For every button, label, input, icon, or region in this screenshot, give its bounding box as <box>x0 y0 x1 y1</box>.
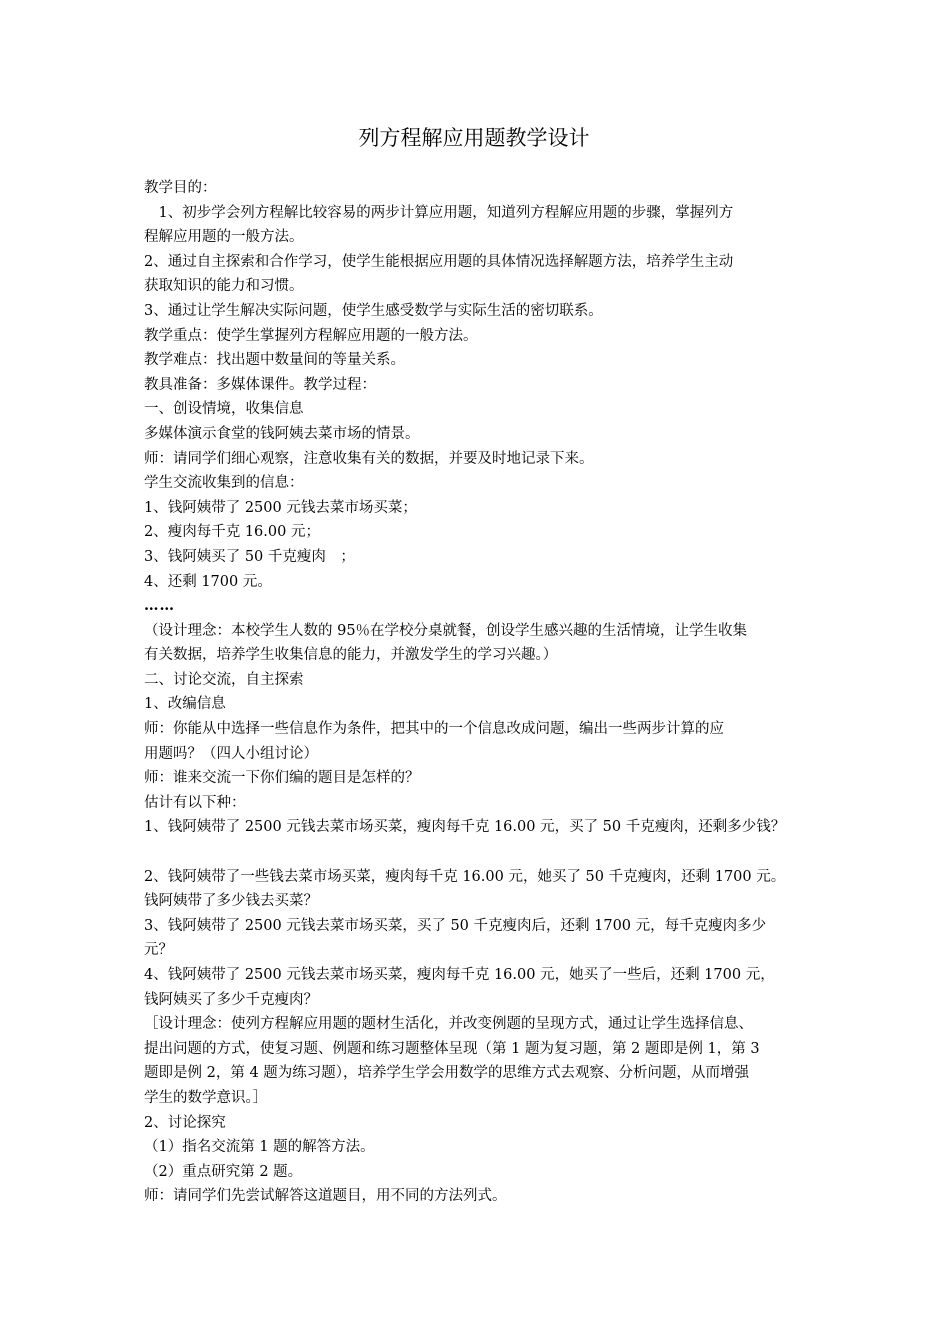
blank-line <box>144 840 820 865</box>
text-line: 2、钱阿姨带了一些钱去菜市场买菜，瘦肉每千克 16.00 元，她买了 50 千克瘦肉，还剩 1700 元。 <box>144 868 786 885</box>
text-line: 用题吗？（四人小组讨论） <box>144 745 318 762</box>
text-line: 题即是例 2，第 4 题为练习题），培养学生学会用数学的思维方式去观察、分析问题，从而增强 <box>144 1065 750 1082</box>
ellipsis-line: …… <box>144 597 175 615</box>
text-line: 2、瘦肉每千克 16.00 元； <box>144 524 320 541</box>
text-line: 多媒体演示食堂的钱阿姨去菜市场的情景。 <box>144 425 420 442</box>
text-line: 程解应用题的一般方法。 <box>144 229 304 246</box>
text-line: 1、钱阿姨带了 2500 元钱去菜市场买菜； <box>144 499 417 516</box>
text-line: 教具准备：多媒体课件。教学过程： <box>144 376 376 393</box>
text-line: 3、通过让学生解决实际问题，使学生感受数学与实际生活的密切联系。 <box>144 302 603 319</box>
text-line: 钱阿姨带了多少钱去买菜？ <box>144 893 318 910</box>
text-line: 4、钱阿姨带了 2500 元钱去菜市场买菜，瘦肉每千克 16.00 元，她买了一些后，还剩 1700 元， <box>144 967 775 983</box>
text-line: 估计有以下种： <box>144 794 246 811</box>
text-line: 教学重点：使学生掌握列方程解应用题的一般方法。 <box>144 327 478 344</box>
text-line: 元？ <box>144 942 173 959</box>
text-line: 学生的数学意识。］ <box>144 1089 268 1106</box>
text-line: 师：你能从中选择一些信息作为条件，把其中的一个信息改成问题，编出一些两步计算的应 <box>144 721 724 738</box>
text-line: 师：请同学们先尝试解答这道题目，用不同的方法列式。 <box>144 1188 507 1205</box>
text-line: 提出问题的方式，使复习题、例题和练习题整体呈现（第 1 题为复习题，第 2 题即是例 1，第 3 <box>144 1040 760 1057</box>
text-line: 一、创设情境，收集信息 <box>144 401 304 418</box>
text-line: 获取知识的能力和习惯。 <box>144 278 304 295</box>
text-line: 二、讨论交流，自主探索 <box>144 671 304 688</box>
text-line: 1、改编信息 <box>144 696 226 713</box>
text-line: （设计理念：本校学生人数的 95％在学校分桌就餐，创设学生感兴趣的生活情境，让学生收集 <box>144 622 748 639</box>
text-line: 钱阿姨买了多少千克瘦肉？ <box>144 991 318 1008</box>
document-body <box>144 176 820 1209</box>
text-line: 1、钱阿姨带了 2500 元钱去菜市场买菜，瘦肉每千克 16.00 元，买了 50 千克瘦肉，还剩多少钱？ <box>144 819 786 836</box>
text-line: 2、通过自主探索和合作学习，使学生能根据应用题的具体情况选择解题方法，培养学生主动 <box>144 253 734 270</box>
text-line: 3、钱阿姨买了 50 千克瘦肉 ； <box>144 548 355 565</box>
text-line: 1、初步学会列方程解比较容易的两步计算应用题，知道列方程解应用题的步骤，掌握列方 <box>144 204 734 221</box>
text-line: 3、钱阿姨带了 2500 元钱去菜市场买菜，买了 50 千克瘦肉后，还剩 1700 元，每千克瘦肉多少 <box>144 917 767 934</box>
text-line: 2、讨论探究 <box>144 1114 226 1131</box>
text-line: 4、还剩 1700 元。 <box>144 573 272 590</box>
text-line: 学生交流收集到的信息： <box>144 475 304 492</box>
text-line: （2）重点研究第 2 题。 <box>144 1163 303 1180</box>
text-line: 有关数据，培养学生收集信息的能力，并激发学生的学习兴趣。） <box>144 647 558 664</box>
text-line: ［设计理念：使列方程解应用题的题材生活化，并改变例题的呈现方式，通过让学生选择信息、 <box>144 1016 753 1033</box>
document-title: 列方程解应用题教学设计 <box>358 126 590 150</box>
text-line: 教学目的： <box>144 180 217 196</box>
text-line: （1）指名交流第 1 题的解答方法。 <box>144 1139 375 1156</box>
text-line: 师：请同学们细心观察，注意收集有关的数据，并要及时地记录下来。 <box>144 450 594 467</box>
text-line: 师：谁来交流一下你们编的题目是怎样的？ <box>144 770 420 787</box>
text-line: 教学难点：找出题中数量间的等量关系。 <box>144 352 405 369</box>
